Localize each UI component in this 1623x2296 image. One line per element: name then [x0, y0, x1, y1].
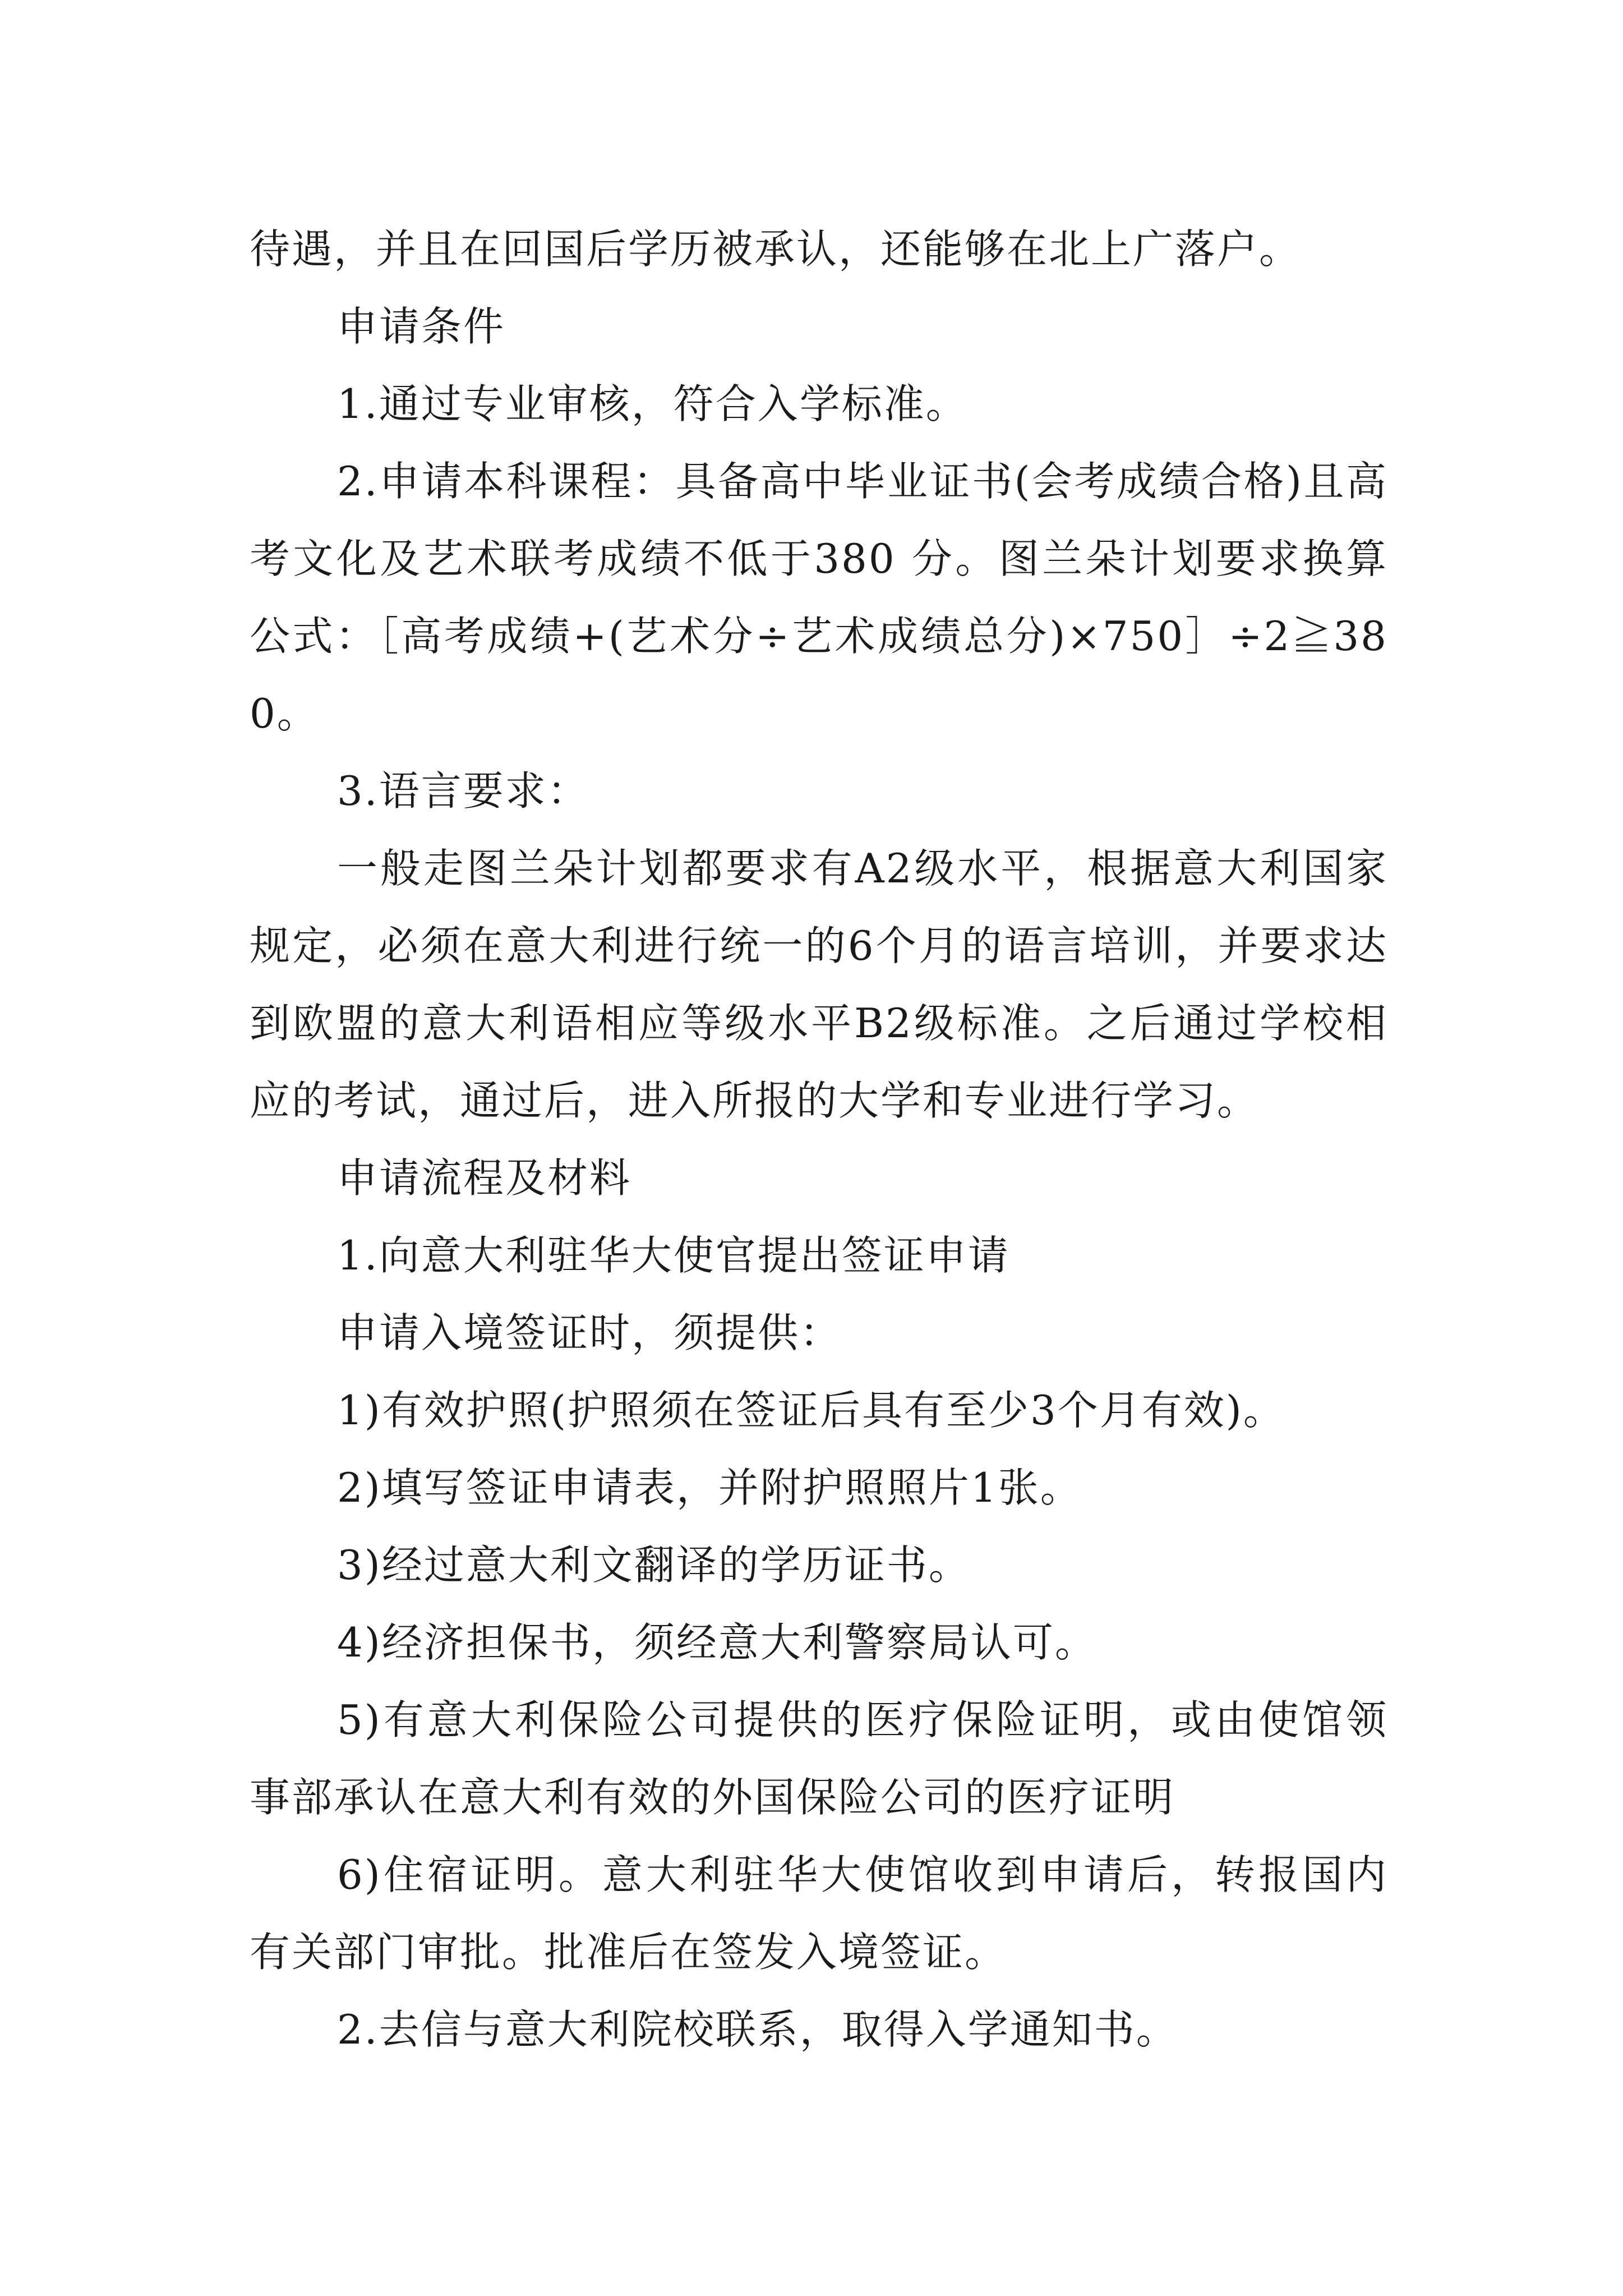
visa-item-5: 5)有意大利保险公司提供的医疗保险证明，或由使馆领事部承认在意大利有效的外国保险公司的医疗证明: [250, 1696, 1388, 1821]
visa-item-3: 3)经过意大利文翻译的学历证书。: [337, 1542, 971, 1589]
process-step-2: 2.去信与意大利院校联系，取得入学通知书。: [337, 2006, 1178, 2053]
visa-item-1: 1)有效护照(护照须在签证后具有至少3个月有效)。: [337, 1387, 1285, 1434]
visa-requirements-intro: 申请入境签证时，须提供：: [337, 1309, 842, 1356]
condition-1: 1.通过专业审核，符合入学标准。: [337, 380, 968, 427]
visa-item-6: 6)住宿证明。意大利驻华大使馆收到申请后，转报国内有关部门审批。批准后在签发入境签证。: [250, 1851, 1388, 1976]
heading-process-materials: 申请流程及材料: [337, 1154, 632, 1202]
condition-2: 2.申请本科课程：具备高中毕业证书(会考成绩合格)且高考文化及艺术联考成绩不低于380 分。图兰朵计划要求换算公式：［高考成绩+(艺术分÷艺术成绩总分)×750］÷2≧380。: [250, 458, 1388, 737]
visa-item-2: 2)填写签证申请表，并附护照照片1张。: [337, 1464, 1082, 1511]
document-body: [250, 210, 1388, 2068]
heading-application-conditions: 申请条件: [337, 303, 506, 350]
visa-item-4: 4)经济担保书，须经意大利警察局认可。: [337, 1619, 1097, 1666]
process-step-1: 1.向意大利驻华大使官提出签证申请: [337, 1232, 1010, 1279]
condition-3-title: 3.语言要求：: [337, 767, 589, 815]
paragraph-1: 待遇，并且在回国后学历被承认，还能够在北上广落户。: [250, 226, 1302, 273]
language-requirement: 一般走图兰朵计划都要求有A2级水平，根据意大利国家规定，必须在意大利进行统一的6个月的语言培训，并要求达到欧盟的意大利语相应等级水平B2级标准。之后通过学校相应的考试，通过后，进入所报的大学和专业进行学习。: [250, 845, 1388, 1124]
